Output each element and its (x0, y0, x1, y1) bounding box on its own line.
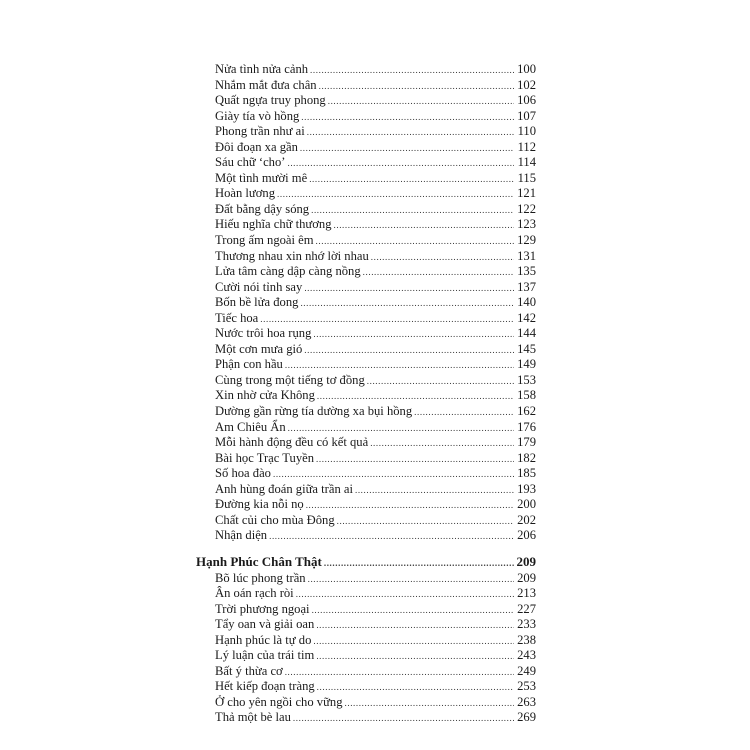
toc-entry[interactable] (196, 295, 536, 311)
toc-leader-dots (301, 113, 514, 122)
toc-entry-title: Thả một bè lau (215, 710, 291, 725)
toc-entry-page: 142 (517, 310, 536, 325)
toc-entry-title: Bốn bề lửa đong (215, 295, 299, 310)
toc-entry-title: Phong trần như ai (215, 124, 305, 139)
toc-entry[interactable] (196, 679, 536, 695)
toc-entry[interactable] (196, 140, 536, 156)
toc-entry[interactable] (196, 93, 536, 109)
toc-leader-dots (311, 206, 514, 215)
toc-leader-dots (345, 699, 515, 708)
toc-leader-dots (312, 606, 514, 615)
toc-group-1 (196, 62, 536, 544)
toc-entry[interactable] (196, 695, 536, 711)
toc-entry[interactable] (196, 155, 536, 171)
toc-entry[interactable] (196, 482, 536, 498)
toc-entry-page: 123 (517, 217, 536, 232)
toc-leader-dots (355, 486, 514, 495)
toc-leader-dots (287, 159, 514, 168)
toc-entry-page: 176 (517, 419, 536, 434)
toc-group-2 (196, 571, 536, 726)
toc-entry-page: 100 (517, 62, 536, 76)
toc-leader-dots (316, 621, 514, 630)
toc-leader-dots (316, 455, 514, 464)
toc-entry-page: 129 (517, 233, 536, 248)
toc-leader-dots (304, 284, 514, 293)
toc-entry-page: 162 (517, 404, 536, 419)
toc-leader-dots (308, 575, 514, 584)
toc-entry-page: 233 (517, 617, 536, 632)
toc-entry-title: Hoàn lương (215, 186, 276, 201)
toc-entry-title: Phận con hầu (215, 357, 283, 372)
toc-leader-dots (317, 683, 514, 692)
toc-leader-dots (319, 82, 514, 91)
toc-leader-dots (367, 377, 514, 386)
toc-entry[interactable] (196, 311, 536, 327)
toc-entry-title: Hạnh phúc là tự do (215, 632, 312, 647)
toc-entry-page: 135 (517, 264, 536, 279)
toc-entry[interactable] (196, 342, 536, 358)
toc-entry[interactable] (196, 264, 536, 280)
toc-entry[interactable] (196, 466, 536, 482)
toc-entry-title: Nửa tình nửa cảnh (215, 62, 309, 76)
toc-entry[interactable] (196, 202, 536, 218)
toc-entry[interactable] (196, 62, 536, 78)
toc-entry[interactable] (196, 617, 536, 633)
toc-entry-title: Nhận diện (215, 528, 268, 543)
toc-entry-page: 269 (517, 710, 536, 725)
toc-entry-title: Cười nói tỉnh say (215, 279, 303, 294)
toc-entry-page: 182 (517, 450, 536, 465)
toc-entry-title: Quất ngựa truy phong (215, 93, 326, 108)
toc-entry[interactable] (196, 571, 536, 587)
toc-entry[interactable] (196, 217, 536, 233)
toc-entry-title: Cùng trong một tiếng tơ đồng (215, 372, 365, 387)
toc-leader-dots (285, 668, 514, 677)
toc-leader-dots (328, 97, 514, 106)
toc-entry-title: Đường kia nỗi nọ (215, 497, 304, 512)
toc-entry-page: 249 (517, 663, 536, 678)
toc-leader-dots (337, 517, 514, 526)
toc-entry-title: Xin nhờ cửa Không (215, 388, 315, 403)
toc-entry-page: 193 (517, 481, 536, 496)
toc-entry[interactable] (196, 710, 536, 726)
toc-entry[interactable] (196, 233, 536, 249)
toc-entry-title: Thương nhau xin nhớ lời nhau (215, 248, 369, 263)
toc-entry[interactable] (196, 648, 536, 664)
toc-entry[interactable] (196, 109, 536, 125)
toc-leader-dots (306, 501, 514, 510)
toc-entry[interactable] (196, 602, 536, 618)
toc-entry-title: Một cơn mưa gió (215, 341, 303, 356)
toc-entry[interactable] (196, 249, 536, 265)
toc-entry-page: 179 (517, 435, 536, 450)
toc-entry[interactable] (196, 420, 536, 436)
toc-entry-title: Dường gần rừng tía dường xa bụi hồng (215, 404, 413, 419)
toc-entry[interactable] (196, 280, 536, 296)
toc-entry-page: 114 (517, 155, 536, 170)
toc-entry-title: Hết kiếp đoạn tràng (215, 679, 315, 694)
toc-entry[interactable] (196, 404, 536, 420)
toc-leader-dots (313, 637, 514, 646)
toc-leader-dots (334, 221, 515, 230)
toc-entry[interactable] (196, 664, 536, 680)
table-of-contents (196, 62, 536, 726)
toc-entry-page: 107 (517, 108, 536, 123)
toc-entry-page: 153 (517, 372, 536, 387)
toc-entry-page: 102 (517, 77, 536, 92)
toc-entry-title: Hiếu nghĩa chữ thương (215, 217, 332, 232)
toc-entry-page: 227 (517, 601, 536, 616)
toc-leader-dots (269, 532, 514, 541)
toc-entry-title: Lửa tâm càng dập càng nồng (215, 264, 361, 279)
toc-entry[interactable] (196, 497, 536, 513)
toc-entry-title: Mỗi hành động đều có kết quả (215, 435, 369, 450)
toc-leader-dots (260, 315, 514, 324)
toc-leader-dots (293, 714, 514, 723)
toc-entry-page: 200 (517, 497, 536, 512)
toc-entry-title: Một tình mười mê (215, 170, 308, 185)
toc-entry-title: Tẩy oan và giải oan (215, 617, 315, 632)
toc-entry-title: Nhắm mắt đưa chân (215, 77, 317, 92)
toc-entry[interactable] (196, 186, 536, 202)
toc-entry-page: 121 (517, 186, 536, 201)
toc-entry-title: Trong ấm ngoài êm (215, 233, 314, 248)
toc-entry-page: 112 (517, 139, 536, 154)
toc-entry[interactable] (196, 357, 536, 373)
toc-entry[interactable] (196, 513, 536, 529)
toc-entry[interactable] (196, 586, 536, 602)
toc-entry-title: Số hoa đào (215, 466, 271, 481)
toc-entry-page: 110 (517, 124, 536, 139)
toc-entry-page: 137 (517, 279, 536, 294)
toc-entry[interactable] (196, 633, 536, 649)
toc-entry-page: 253 (517, 679, 536, 694)
toc-section-page: 209 (516, 553, 536, 569)
toc-leader-dots (285, 361, 514, 370)
toc-leader-dots (316, 652, 514, 661)
toc-entry-title: Trời phương ngoại (215, 601, 310, 616)
toc-entry-page: 263 (517, 694, 536, 709)
toc-leader-dots (307, 128, 514, 137)
toc-entry-title: Sáu chữ ‘cho’ (215, 155, 286, 170)
toc-entry-title: Chất củi cho mùa Đông (215, 512, 335, 527)
toc-entry-title: Nước trôi hoa rụng (215, 326, 312, 341)
toc-entry-page: 158 (517, 388, 536, 403)
toc-entry-title: Am Chiêu Ẩn (215, 419, 286, 434)
toc-leader-dots (313, 330, 514, 339)
toc-entry-page: 213 (517, 586, 536, 601)
toc-entry[interactable] (196, 124, 536, 140)
toc-entry-title: Đôi đoạn xa gần (215, 139, 298, 154)
toc-entry-page: 209 (517, 570, 536, 585)
toc-section-title: Hạnh Phúc Chân Thật (196, 553, 322, 569)
toc-entry[interactable] (196, 326, 536, 342)
toc-entry-title: Anh hùng đoán giữa trần ai (215, 481, 353, 496)
toc-entry-page: 243 (517, 648, 536, 663)
toc-leader-dots (296, 590, 514, 599)
toc-entry-page: 144 (517, 326, 536, 341)
toc-entry-title: Đất bằng dậy sóng (215, 201, 310, 216)
toc-leader-dots (324, 559, 514, 568)
toc-entry-page: 202 (517, 512, 536, 527)
toc-leader-dots (309, 175, 514, 184)
toc-leader-dots (414, 408, 514, 417)
toc-leader-dots (300, 299, 514, 308)
toc-entry-page: 145 (517, 341, 536, 356)
toc-entry[interactable] (196, 171, 536, 187)
toc-leader-dots (288, 424, 514, 433)
toc-entry-page: 206 (517, 528, 536, 543)
toc-entry-page: 185 (517, 466, 536, 481)
toc-entry-title: Ở cho yên ngồi cho vững (215, 694, 343, 709)
toc-leader-dots (371, 253, 514, 262)
toc-section-heading[interactable] (196, 554, 536, 570)
toc-entry-page: 149 (517, 357, 536, 372)
toc-entry-page: 140 (517, 295, 536, 310)
toc-leader-dots (363, 268, 514, 277)
toc-entry[interactable] (196, 451, 536, 467)
toc-entry-title: Bõ lúc phong trần (215, 570, 306, 585)
toc-entry[interactable] (196, 373, 536, 389)
toc-leader-dots (316, 237, 514, 246)
toc-entry-title: Bất ý thừa cơ (215, 663, 283, 678)
toc-entry-title: Tiếc hoa (215, 310, 259, 325)
toc-entry-title: Giày tía vò hồng (215, 108, 300, 123)
toc-leader-dots (273, 470, 514, 479)
toc-entry-title: Ân oán rạch ròi (215, 586, 294, 601)
toc-entry[interactable] (196, 78, 536, 94)
toc-entry-page: 131 (517, 248, 536, 263)
toc-leader-dots (300, 144, 514, 153)
toc-entry[interactable] (196, 435, 536, 451)
toc-entry-title: Bài học Trạc Tuyền (215, 450, 315, 465)
toc-leader-dots (304, 346, 514, 355)
toc-entry-page: 115 (517, 170, 536, 185)
toc-entry-page: 238 (517, 632, 536, 647)
toc-entry[interactable] (196, 528, 536, 544)
toc-entry-page: 106 (517, 93, 536, 108)
toc-entry[interactable] (196, 388, 536, 404)
toc-leader-dots (310, 66, 514, 75)
toc-entry-title: Lý luận của trái tim (215, 648, 315, 663)
toc-entry-page: 122 (517, 201, 536, 216)
toc-leader-dots (317, 392, 514, 401)
toc-leader-dots (277, 190, 514, 199)
toc-leader-dots (370, 439, 514, 448)
